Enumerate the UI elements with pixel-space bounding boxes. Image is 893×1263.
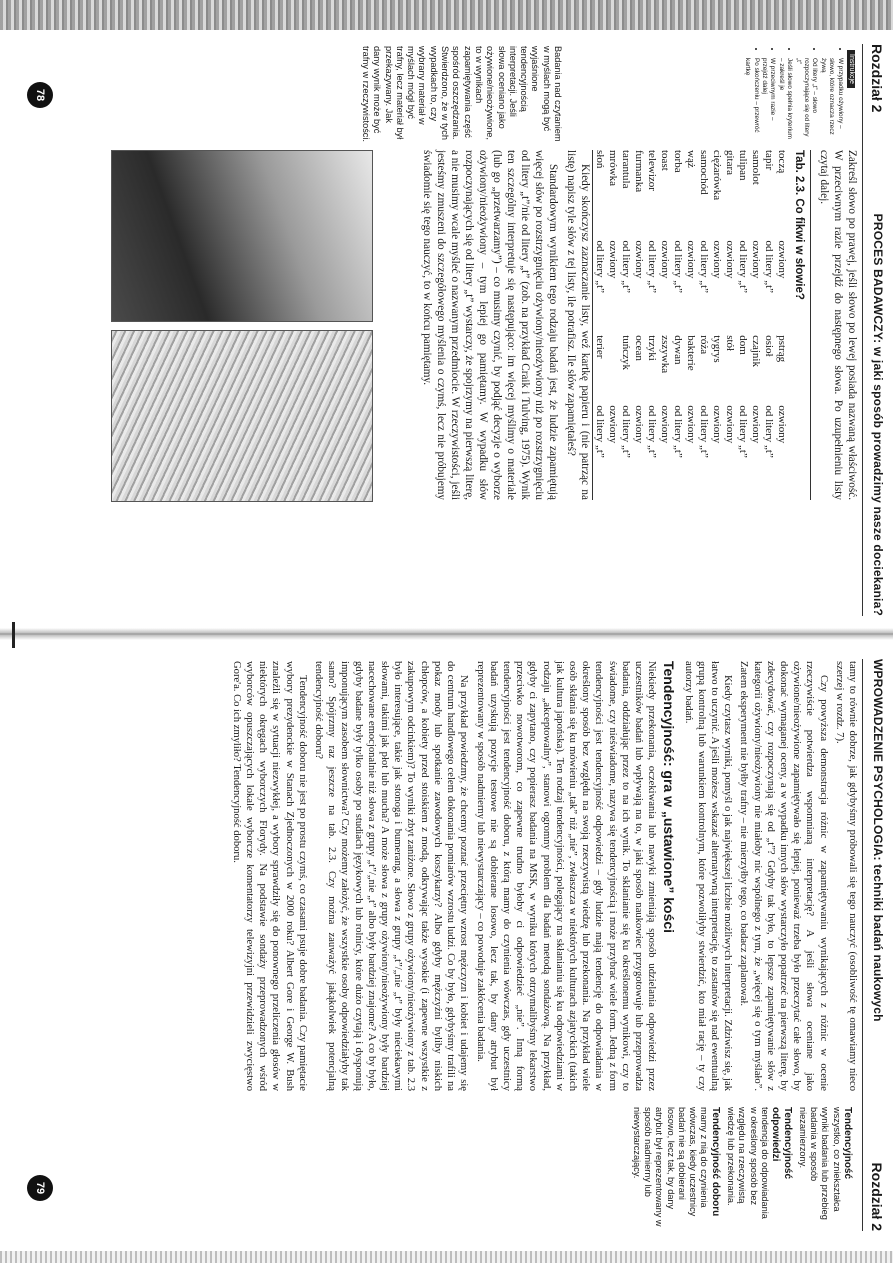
table-row — [658, 150, 671, 500]
instructions-tag: Instrukcje — [847, 50, 855, 88]
page-79 — [0, 645, 893, 1245]
glossary-definition: mamy z nią do czynienia wówczas, kiedy uczestnicy badań nie są dobierani losowo, lecz tak, by dany atrybut był reprezentowany w sposób nadmierny lub niewystarczający. — [631, 1107, 710, 1227]
body-top-1: tamy to równie dobrze, jak gdybyśmy próbowali się tego nauczyć (osobliwość tę omawiamy nieco szerzej w rozdz. 7). — [833, 661, 858, 1091]
scan-edge-bottom — [0, 1251, 893, 1263]
table-cell: róża — [697, 335, 710, 355]
table-cell: ozwiony — [710, 240, 723, 279]
body-paragraph-2: Standardowym wynikiem tego rodzaju badań jest, że ludzie zapamiętują więcej słów po rozstrzygnięciu ożywiony/nieożywiony niż po rozstrzygnięciu od litery „t”/nie od litery „t” (zob. na przykład Craik i Tulving, 1975). Wynik ten szczególny interpretuje się następująco: im więcej myślimy o materiale (lub go „przetwarzamy”) – co musimy czynić, by podjąć decyzje o wyborze ożywiony/nieożywiony – tym lepiej go pamiętamy. W wypadku słów rozpoczynających się od litery „t” wystarczy, że spojrzymy na pierwszą literę, a nie musimy wcale myśleć o nazwanym przedmiocie. W rzeczywistości, jeśli jesteśmy zmuszeni do szczegółowego myślenia o czymś, lecz nie próbujemy świadomie się tego nauczyć, to w końcu pamiętamy. — [420, 150, 560, 501]
table-cell: od litery „t” — [762, 405, 775, 458]
table-cell: terier — [593, 335, 606, 359]
body-paragraph-1: Kiedy skończysz zaznaczanie listy, weź kartkę papieru i (nie patrząc na listę) napisz tyle słów z tej listy, ile potrafisz. Ile słów zapamiętałeś? — [564, 150, 591, 500]
table-cell: od litery „t” — [671, 240, 684, 294]
main-column-79 — [227, 661, 859, 1091]
running-title: PROCES BADAWCZY: w jaki sposób prowadzimy nasze dociekania? — [871, 213, 885, 616]
table-cell: ozwiony — [606, 405, 619, 444]
table-cell: wąż — [684, 150, 697, 168]
body-top-3: Kiedy czytasz wyniki, pomyśl o jak największej liczbie możliwych interpretacji. Zdziwisz się, jak łatwo to uczynić. A jeśli możesz wskazać alternatywną interpretację, to zastanów się nad ewentualną grupą kontrolną lub warunkiem kontrolnym, które pozwoliłyby stwierdzić, kto miał rację – ty czy autorzy badań. — [682, 661, 734, 1091]
instruction-item: • Od litery „t” – słowo rozpoczynające się od litery „t” — [793, 58, 818, 140]
table-row — [749, 150, 762, 500]
glossary-entry — [630, 1107, 720, 1227]
instruction-item: • Po skończeniu – przewróć kartkę — [743, 58, 760, 140]
table-cell: czajnik — [749, 335, 762, 367]
table-cell: pstrąg — [775, 335, 788, 363]
table-cell: dom — [736, 335, 749, 355]
intro-paragraph: Zakreśl słowo po prawej, jeśli słowo po lewej posiada nazwaną właściwość. W przeciwnym razie przejdź do następnego słowa. Po uzupełnieniu listy czytaj dalej. — [817, 150, 858, 500]
photo-illustration — [111, 330, 373, 502]
running-head-78 — [862, 44, 885, 616]
table-cell: ozwiony — [632, 405, 645, 444]
table-cell: furmanka — [632, 150, 645, 193]
table-row — [606, 150, 619, 500]
table-cell: toast — [658, 150, 671, 171]
table-cell: ozwiony — [684, 405, 697, 444]
sidebar-78 — [356, 46, 563, 142]
section-heading: Tendencyjność: gra w „ustawione” kości — [661, 661, 678, 934]
table-cell: od litery „t” — [671, 405, 684, 458]
chapter-label-79: Rozdział 2 — [869, 1162, 885, 1231]
table-cell: dywan — [671, 335, 684, 365]
scan-edge-top — [0, 0, 893, 30]
glossary-term: Tendencyjność odpowiedzi — [770, 1107, 793, 1180]
table-cell: torba — [671, 150, 684, 173]
table-cell: ozwiony — [775, 405, 788, 444]
table-title: Tab. 2.3. Co fikwi w słowie? — [792, 150, 811, 500]
page-number-79: 79 — [27, 1175, 53, 1201]
table-cell: samolot — [749, 150, 762, 185]
table-cell: tulipan — [736, 150, 749, 181]
instruction-item: • Jeśli słowo spełnia kryterium – zakreśl je — [776, 58, 793, 140]
table-cell: ozwiony — [658, 240, 671, 279]
table-cell: ozwiony — [606, 240, 619, 279]
running-head-79 — [862, 659, 885, 1231]
word-table — [592, 150, 788, 500]
table-cell: ciężarówka — [710, 150, 723, 201]
glossary-entry — [725, 1107, 793, 1227]
table-cell: ozwiony — [632, 240, 645, 279]
main-column-78 — [417, 150, 860, 500]
table-cell: od litery „t” — [736, 405, 749, 458]
table-cell: od litery „t” — [645, 405, 658, 458]
table-row — [619, 150, 632, 500]
table-cell: telewizor — [645, 150, 658, 191]
table-cell: gitara — [723, 150, 736, 176]
table-cell: od litery „t” — [593, 240, 606, 294]
table-cell: zszywka — [658, 335, 671, 374]
table-cell: od litery „t” — [697, 240, 710, 294]
glossary-term: Tendencyjność doboru — [709, 1107, 721, 1217]
table-cell: od litery „t” — [619, 240, 632, 294]
running-title-79: WPROWADZENIE PSYCHOLOGIA: techniki badań naukowych — [871, 659, 885, 1022]
table-row — [645, 150, 658, 500]
table-cell: od litery „t” — [736, 240, 749, 294]
table-row — [723, 150, 736, 500]
instruction-item: • W przeciwnym razie – przejdź dalej — [760, 58, 777, 140]
table-cell: tarantula — [619, 150, 632, 189]
table-cell: ozwiony — [775, 240, 788, 279]
table-cell: osioł — [762, 335, 775, 357]
section-paragraph-3: Tendencyjność doboru nie jest po prostu czymś, co czasami psuje dobre badania. Czy pamiętacie wybory prezydenckie w Stanach Zjednoczonych w 2000 roku? Albert Gore i George W. Bush znaleźli się w sytuacji niezwykłej, a wybory sprawdziły się do ponownego przeliczenia głosów w niektórych okręgach wyborczych Florydy. Na podstawie sondaży przeprowadzonych wśród wyborców opuszczających lokale wyborcze komentatorzy telewizyjni przewidzieli zwycięstwo Gore'a. Co ich zmyliło? Tendencyjność doboru. — [230, 661, 308, 1091]
glossary-entry — [797, 1107, 853, 1227]
table-row — [684, 150, 697, 500]
table-cell: tapir — [762, 150, 775, 171]
table-cell — [606, 335, 619, 405]
table-row — [710, 150, 723, 500]
table-row — [671, 150, 684, 500]
page-78 — [0, 30, 893, 630]
table-cell: tuńczyk — [619, 335, 632, 371]
table-cell: ozwiony — [684, 240, 697, 279]
table-row — [762, 150, 775, 500]
table-cell: stół — [723, 335, 736, 352]
glossary-term: Tendencyjność — [842, 1107, 853, 1180]
table-cell: od litery „t” — [762, 240, 775, 294]
table-cell: mrówka — [606, 150, 619, 187]
page-number-78: 78 — [27, 82, 53, 108]
chapter-label: Rozdział 2 — [869, 44, 885, 113]
instructions-list — [743, 50, 844, 140]
table-row — [775, 150, 788, 500]
instructions-box — [743, 50, 855, 140]
table-cell: tygrys — [710, 335, 723, 363]
table-cell: ozwiony — [723, 240, 736, 279]
sidebar-text-78: Badania nad czytaniem w myślach mogą być wyjaśnione tendencyjnością interpretacji. Jeśli słowa oceniano jako ożywione/nieożywione, to w wynikach zapamiętywania część spośród oszczędzania. Stwierdzono, że w tych wypadkach to, czy wybrany materiał w myślach mógł być trafny, lecz materiał był przekazywany. Jak dany wynik może być trafny w rzeczywistości. — [360, 46, 563, 142]
table-cell: ozwiony — [749, 405, 762, 444]
table-cell: od litery „t” — [619, 405, 632, 458]
photo-man-portrait — [111, 150, 373, 322]
section-paragraph-1: Niekiedy przekonania, oczekiwania lub nawyki zmieniają sposób udzielania odpowiedzi przez uczestników badań lub wpływają na to, w jaki sposób naukowiec przygotowuje lub przeprowadza badania, oddziałując przez to na ich wynik. To sklanianie się ku określonemu wynikowi, czy to świadome, czy nieświadome, nazywa się tendencyjnością i może przybrać wiele form. Jedną z form tendencyjności jest tendencyjność odpowiedzi – gdy ludzie mają tendencję do odpowiadania w określony sposób bez względu na swoją rzeczywistą wiedzę lub przekonania. Na przykład wiele osób skłania się ku mówieniu „tak” niż „nie”, zwłaszcza w niektórych kulturach azjatyckich (takich jak kultura japońska). Ten rodzaj tendencyjności, polegający na skłanianiu się ku odpowiedziami w rodzaju „akceptowalny”, stanowi ogromny problem dla badań metodą sondażową. Na przykład, gdyby ci zapytano, czy popierasz badania na MSK, w wyniku których otrzymalibyśmy lekarstwo przeciwko nowotworom, co zapewne trudno byłoby ci odpowiedzieć „nie”. Inną formą tendencyjności jest tendencyjność doboru, z którą mamy do czynienia wówczas, gdy uczestnicy badań uzyskują pozycje testowe nie są dobierane losowo, lecz tak, by dany atrybut był reprezentowany w sposób nadmierny lub niewystarczający – co powoduje zakłócenia badania. — [474, 661, 658, 1091]
table-cell: ocean — [632, 335, 645, 361]
table-row — [592, 150, 606, 500]
instruction-item: • W przypadku ożywiony – słowo, które oznacza rzecz żywą — [818, 58, 843, 140]
body-top-2: Czy powyższa demonstracja różnic w zapamiętywaniu wynikających z różnic w ocenie rzeczywiście potwierdza wspomnianą interpretację? A jeśli słowa oceniane jako ożywione/nieożywione zapamiętywało się lepiej, ponieważ trzeba było przeczytać całe słowo, by dokonać wymaganej oceny, a w wypadku innych słów wystarczyło popatrzeć na pierwszą literę, by zdecydować, czy rozpoczynają się od „t”? Gdyby tak było, to lepsze zapamiętywanie słów z kategorii ożywiony/nieożywiony nie miałoby nic wspólnego z tym, że „więcej się o tym myślało”. Zatem eksperyment nie byłby trafny – nie mierzyłby tego, co badacz zaplanował. — [738, 661, 829, 1091]
table-cell: ozwiony — [658, 405, 671, 444]
table-cell: słoń — [593, 150, 606, 169]
table-cell: toczą — [775, 150, 788, 174]
table-row — [632, 150, 645, 500]
sidebar-79 — [626, 1107, 853, 1227]
table-row — [736, 150, 749, 500]
glossary-definition: wszystko, co zniekształca wyniki badania lub przebieg badania w sposób niezamierzony. — [797, 1107, 842, 1220]
table-cell: ozwiony — [710, 405, 723, 444]
glossary-definition: tendencja do odpowiadania w określony sposób bez względu na rzeczywistą wiedzę lub przekonania. — [726, 1107, 770, 1219]
section-paragraph-2: Na przykład powiedzmy, że chcemy poznać przeciętny wzrost mężczyzn i kobiet i udajemy się do centrum handlowego celem dokonania pomiarów wzrostu ludzi. Co by było, gdybyśmy trafili na pokaz mody lub spotkanie zawodowych koszykarzy? Albo gdyby mężczyźni byliby niskich chłopców, a kobiety przed stoiskiem z modą, odkrywając także wysokie (i zapewne wszystkie z zakupowym odcinkiem)? To wyniki zbyt zaniżone. Słowo z grupy ożywiony/nieożywiony z tab. 2.3 było interesujące, takie jak stonoga i bumerang, a słowa z grupy „t”/„nie „t” były nieciekawymi słowami, takimi jak płot lub mucha? A może słowa z grupy ożywiony/nieożywiony były bardziej nacechowane emocjonalnie niż słowa z grupy „t”/„nie „t” albo były bardziej znajome? A co by było, gdyby badane były tylko osoby po studiach językowych lub rolnicy, które dużo czytają i dysponują imponującym zasobem słownictwa? Czy możemy założyć, że wszystkie osoby odpowiedziałyby tak samo? Spójrzmy raz jeszcze na tab. 2.3. Czy można zauważyć jakąkolwiek potencjalną tendencyjność doboru? — [313, 661, 470, 1091]
table-cell: bakterie — [684, 335, 697, 371]
table-cell: trzyki — [645, 335, 658, 361]
table-cell: samochód — [697, 150, 710, 195]
table-cell: ozwiony — [723, 405, 736, 444]
table-cell: od litery „t” — [697, 405, 710, 458]
table-cell: od litery „t” — [645, 240, 658, 294]
table-cell: od litery „t” — [593, 405, 606, 458]
table-cell: ozwiony — [749, 240, 762, 279]
table-row — [697, 150, 710, 500]
